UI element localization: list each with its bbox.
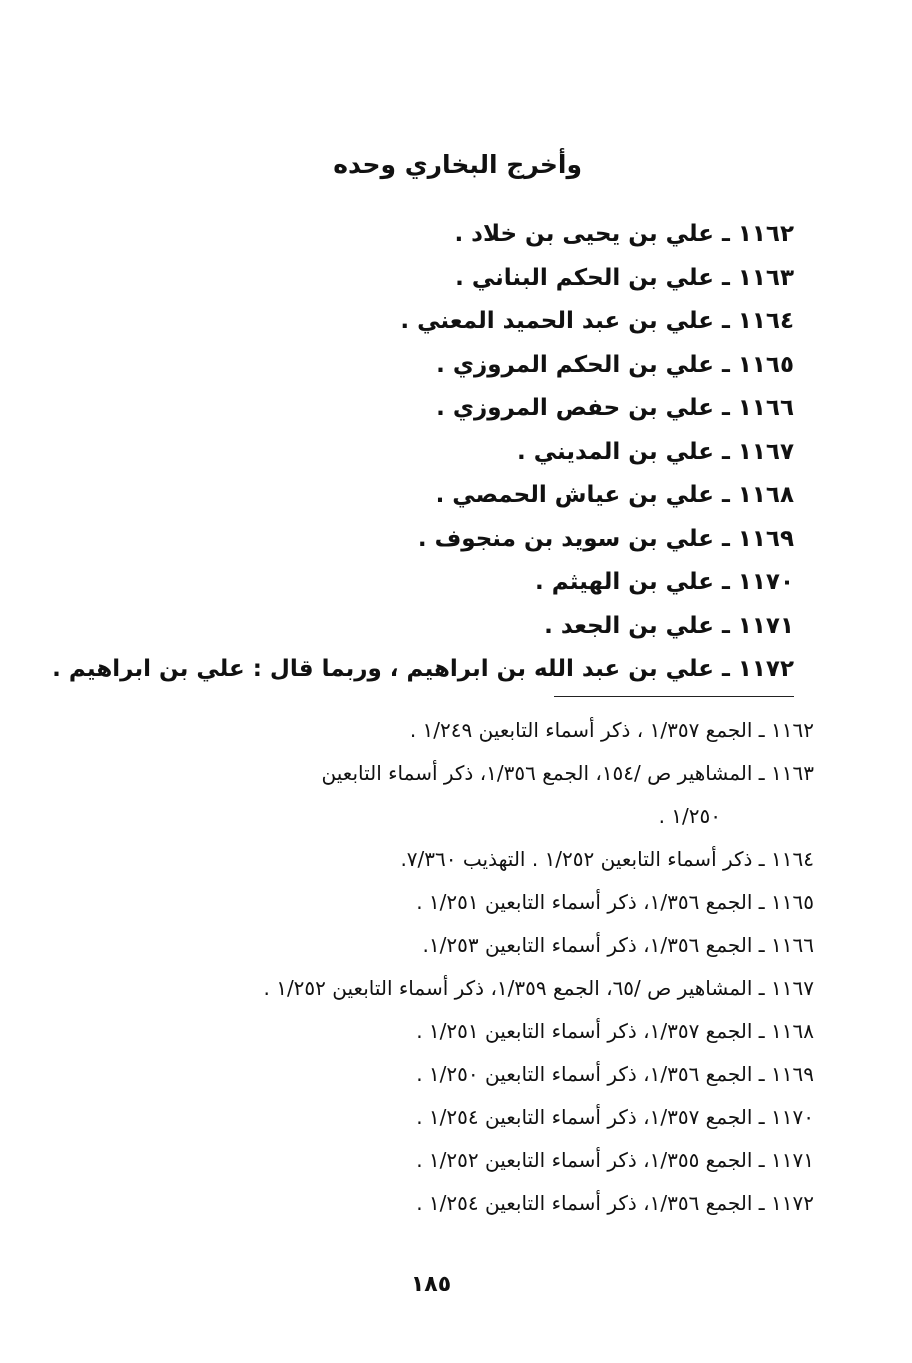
footnote-1165: ١١٦٥ ـ الجمع ١/٣٥٦، ذكر أسماء التابعين ١/٢٥١ . <box>416 890 814 914</box>
footnote-1163 <box>104 752 814 838</box>
footnote-1163-line-1: ١١٦٣ ـ المشاهير ص /١٥٤، الجمع ١/٣٥٦، ذكر أسماء التابعين <box>321 761 814 785</box>
narrator-list <box>52 213 794 692</box>
section-heading: وأخرج البخاري وحده <box>333 150 582 179</box>
footnote-1167: ١١٦٧ ـ المشاهير ص /٦٥، الجمع ١/٣٥٩، ذكر أسماء التابعين ١/٢٥٢ . <box>263 976 814 1000</box>
footnote-1163-line-2: ١/٢٥٠ . <box>658 804 721 828</box>
narrator-entry-1170: ١١٧٠ ـ علي بن الهيثم . <box>534 569 794 595</box>
footnote-1162: ١١٦٢ ـ الجمع ١/٣٥٧ ، ذكر أسماء التابعين ١/٢٤٩ . <box>409 718 814 742</box>
narrator-entry-1164: ١١٦٤ ـ علي بن عبد الحميد المعني . <box>400 308 794 334</box>
narrator-entry-1171: ١١٧١ ـ علي بن الجعد . <box>544 612 794 639</box>
narrator-entry-1167: ١١٦٧ ـ علي بن المديني . <box>516 438 794 465</box>
footnote-1164: ١١٦٤ ـ ذكر أسماء التابعين ١/٢٥٢ . التهذيب ٧/٣٦٠. <box>400 847 814 871</box>
narrator-entry-1172: ١١٧٢ ـ علي بن عبد الله بن ابراهيم ، وربما قال : علي بن ابراهيم . <box>52 656 794 682</box>
narrator-entry-1165: ١١٦٥ ـ علي بن الحكم المروزي . <box>436 351 794 378</box>
narrator-entry-1166: ١١٦٦ ـ علي بن حفص المروزي . <box>436 395 794 421</box>
narrator-entry-1169: ١١٦٩ ـ علي بن سويد بن منجوف . <box>417 525 794 552</box>
footnote-1168: ١١٦٨ ـ الجمع ١/٣٥٧، ذكر أسماء التابعين ١/٢٥١ . <box>416 1019 814 1043</box>
footnote-1171: ١١٧١ ـ الجمع ١/٣٥٥، ذكر أسماء التابعين ١/٢٥٢ . <box>416 1148 814 1172</box>
footnote-1170: ١١٧٠ ـ الجمع ١/٣٥٧، ذكر أسماء التابعين ١/٢٥٤ . <box>416 1105 814 1129</box>
page-number: ١٨٥ <box>410 1272 452 1297</box>
narrator-entry-1168: ١١٦٨ ـ علي بن عياش الحمصي . <box>435 482 794 508</box>
narrator-entry-1162: ١١٦٢ ـ علي بن يحيى بن خلاد . <box>454 221 794 247</box>
footnote-1172: ١١٧٢ ـ الجمع ١/٣٥٦، ذكر أسماء التابعين ١/٢٥٤ . <box>416 1191 814 1215</box>
narrator-entry-1163: ١١٦٣ ـ علي بن الحكم البناني . <box>455 264 794 291</box>
footnote-1166: ١١٦٦ ـ الجمع ١/٣٥٦، ذكر أسماء التابعين ١/٢٥٣. <box>422 933 814 957</box>
footnote-list <box>104 709 814 1225</box>
footnote-1169: ١١٦٩ ـ الجمع ١/٣٥٦، ذكر أسماء التابعين ١/٢٥٠ . <box>416 1062 814 1086</box>
footnote-divider <box>554 696 794 697</box>
